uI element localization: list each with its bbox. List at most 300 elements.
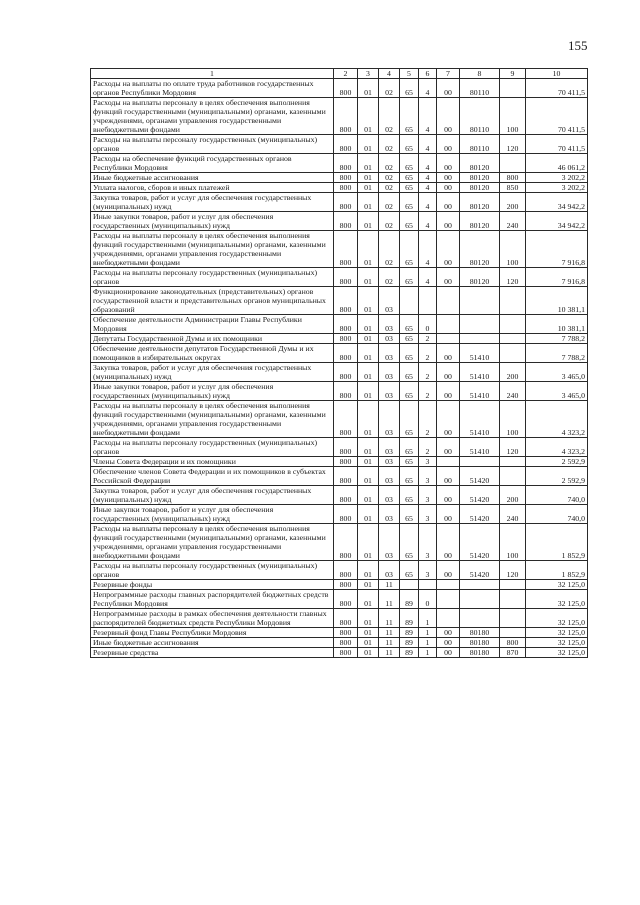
ministry-code-cell: 800 xyxy=(334,363,358,382)
target-code-cell xyxy=(460,609,500,628)
direction-code-cell: 00 xyxy=(437,135,460,154)
ministry-code-cell: 800 xyxy=(334,382,358,401)
amount-cell: 32 125,0 xyxy=(526,590,588,609)
ministry-code-cell: 800 xyxy=(334,268,358,287)
target-code-cell: 80110 xyxy=(460,79,500,98)
expense-name-cell: Расходы на выплаты персоналу государственных (муниципальных) органов xyxy=(91,438,334,457)
target-code-cell: 51420 xyxy=(460,486,500,505)
amount-cell: 10 381,1 xyxy=(526,287,588,315)
program-code-cell: 65 xyxy=(400,363,419,382)
program-code-cell: 65 xyxy=(400,193,419,212)
program-code-cell: 65 xyxy=(400,212,419,231)
ministry-code-cell: 800 xyxy=(334,154,358,173)
direction-code-cell: 00 xyxy=(437,486,460,505)
subprogram-code-cell: 2 xyxy=(419,438,437,457)
program-code-cell: 65 xyxy=(400,401,419,438)
table-row xyxy=(91,467,588,486)
direction-code-cell: 00 xyxy=(437,268,460,287)
subprogram-code-cell xyxy=(419,580,437,590)
subsection-code-cell: 11 xyxy=(379,648,400,658)
program-code-cell: 65 xyxy=(400,505,419,524)
section-code-cell: 01 xyxy=(358,524,379,561)
expense-type-cell: 120 xyxy=(500,561,526,580)
section-code-cell: 01 xyxy=(358,467,379,486)
expense-name-cell: Иные закупки товаров, работ и услуг для обеспечения государственных (муниципальных) нужд xyxy=(91,212,334,231)
amount-cell: 34 942,2 xyxy=(526,193,588,212)
program-code-cell: 65 xyxy=(400,183,419,193)
subsection-code-cell: 02 xyxy=(379,193,400,212)
expense-type-cell: 120 xyxy=(500,268,526,287)
amount-cell: 3 202,2 xyxy=(526,183,588,193)
expense-type-cell: 800 xyxy=(500,173,526,183)
amount-cell: 740,0 xyxy=(526,486,588,505)
expense-type-cell xyxy=(500,154,526,173)
amount-cell: 32 125,0 xyxy=(526,648,588,658)
expense-type-cell xyxy=(500,590,526,609)
ministry-code-cell: 800 xyxy=(334,467,358,486)
subprogram-code-cell: 3 xyxy=(419,524,437,561)
direction-code-cell: 00 xyxy=(437,648,460,658)
ministry-code-cell: 800 xyxy=(334,505,358,524)
direction-code-cell xyxy=(437,609,460,628)
expense-type-cell: 100 xyxy=(500,524,526,561)
expense-type-cell xyxy=(500,457,526,467)
subprogram-code-cell: 4 xyxy=(419,154,437,173)
section-code-cell: 01 xyxy=(358,561,379,580)
subsection-code-cell: 03 xyxy=(379,334,400,344)
amount-cell: 2 592,9 xyxy=(526,457,588,467)
expense-name-cell: Закупка товаров, работ и услуг для обеспечения государственных (муниципальных) нужд xyxy=(91,486,334,505)
table-body xyxy=(91,79,588,658)
section-code-cell: 01 xyxy=(358,154,379,173)
table-row xyxy=(91,344,588,363)
program-code-cell xyxy=(400,287,419,315)
subprogram-code-cell: 4 xyxy=(419,79,437,98)
section-code-cell: 01 xyxy=(358,212,379,231)
subprogram-code-cell: 2 xyxy=(419,382,437,401)
target-code-cell: 80120 xyxy=(460,231,500,268)
target-code-cell: 80110 xyxy=(460,135,500,154)
section-code-cell: 01 xyxy=(358,344,379,363)
amount-cell: 34 942,2 xyxy=(526,212,588,231)
expense-type-cell xyxy=(500,628,526,638)
expense-name-cell: Члены Совета Федерации и их помощники xyxy=(91,457,334,467)
direction-code-cell: 00 xyxy=(437,231,460,268)
ministry-code-cell: 800 xyxy=(334,135,358,154)
target-code-cell: 80180 xyxy=(460,638,500,648)
target-code-cell: 80120 xyxy=(460,193,500,212)
direction-code-cell: 00 xyxy=(437,382,460,401)
table-row xyxy=(91,334,588,344)
target-code-cell: 51420 xyxy=(460,561,500,580)
program-code-cell: 65 xyxy=(400,135,419,154)
direction-code-cell: 00 xyxy=(437,401,460,438)
target-code-cell: 80120 xyxy=(460,154,500,173)
program-code-cell: 65 xyxy=(400,231,419,268)
table-row xyxy=(91,580,588,590)
direction-code-cell xyxy=(437,315,460,334)
program-code-cell: 65 xyxy=(400,382,419,401)
subprogram-code-cell: 4 xyxy=(419,212,437,231)
direction-code-cell xyxy=(437,580,460,590)
amount-cell: 1 852,9 xyxy=(526,561,588,580)
subprogram-code-cell: 2 xyxy=(419,363,437,382)
subsection-code-cell: 03 xyxy=(379,344,400,363)
subprogram-code-cell: 4 xyxy=(419,173,437,183)
amount-cell: 32 125,0 xyxy=(526,609,588,628)
column-header: 2 xyxy=(334,69,358,79)
amount-cell: 70 411,5 xyxy=(526,135,588,154)
expense-type-cell: 120 xyxy=(500,135,526,154)
direction-code-cell: 00 xyxy=(437,344,460,363)
direction-code-cell: 00 xyxy=(437,524,460,561)
subsection-code-cell: 11 xyxy=(379,638,400,648)
direction-code-cell: 00 xyxy=(437,183,460,193)
subsection-code-cell: 02 xyxy=(379,183,400,193)
expense-type-cell: 240 xyxy=(500,382,526,401)
section-code-cell: 01 xyxy=(358,609,379,628)
table-row xyxy=(91,193,588,212)
subsection-code-cell: 02 xyxy=(379,268,400,287)
section-code-cell: 01 xyxy=(358,638,379,648)
ministry-code-cell: 800 xyxy=(334,648,358,658)
target-code-cell: 51410 xyxy=(460,438,500,457)
target-code-cell: 51410 xyxy=(460,363,500,382)
expense-type-cell: 100 xyxy=(500,231,526,268)
ministry-code-cell: 800 xyxy=(334,79,358,98)
expense-type-cell: 800 xyxy=(500,638,526,648)
ministry-code-cell: 800 xyxy=(334,486,358,505)
direction-code-cell: 00 xyxy=(437,79,460,98)
expense-name-cell: Функционирование законодательных (представительных) органов государственной власти и представительных органов муниципальных образований xyxy=(91,287,334,315)
ministry-code-cell: 800 xyxy=(334,231,358,268)
section-code-cell: 01 xyxy=(358,401,379,438)
table-row xyxy=(91,628,588,638)
expense-name-cell: Иные закупки товаров, работ и услуг для обеспечения государственных (муниципальных) нужд xyxy=(91,505,334,524)
ministry-code-cell: 800 xyxy=(334,344,358,363)
subsection-code-cell: 02 xyxy=(379,173,400,183)
program-code-cell: 65 xyxy=(400,268,419,287)
amount-cell: 1 852,9 xyxy=(526,524,588,561)
expense-name-cell: Закупка товаров, работ и услуг для обеспечения государственных (муниципальных) нужд xyxy=(91,193,334,212)
program-code-cell: 89 xyxy=(400,648,419,658)
table-row xyxy=(91,287,588,315)
program-code-cell xyxy=(400,580,419,590)
expense-name-cell: Иные бюджетные ассигнования xyxy=(91,638,334,648)
ministry-code-cell: 800 xyxy=(334,457,358,467)
subprogram-code-cell: 1 xyxy=(419,648,437,658)
section-code-cell: 01 xyxy=(358,628,379,638)
subprogram-code-cell: 4 xyxy=(419,231,437,268)
expense-name-cell: Расходы на выплаты по оплате труда работников государственных органов Республики Мордовия xyxy=(91,79,334,98)
section-code-cell: 01 xyxy=(358,580,379,590)
target-code-cell: 80180 xyxy=(460,628,500,638)
section-code-cell: 01 xyxy=(358,457,379,467)
table-row xyxy=(91,268,588,287)
expense-name-cell: Резервные средства xyxy=(91,648,334,658)
program-code-cell: 65 xyxy=(400,344,419,363)
expense-type-cell: 120 xyxy=(500,438,526,457)
subprogram-code-cell: 3 xyxy=(419,457,437,467)
subprogram-code-cell: 1 xyxy=(419,628,437,638)
amount-cell: 7 788,2 xyxy=(526,334,588,344)
expense-type-cell: 200 xyxy=(500,363,526,382)
amount-cell: 7 788,2 xyxy=(526,344,588,363)
section-code-cell: 01 xyxy=(358,505,379,524)
expense-name-cell: Расходы на выплаты персоналу в целях обеспечения выполнения функций государственными (муниципальными) органами, казенными учреждениями, органами управления государственными внебюджетными фондами xyxy=(91,98,334,135)
direction-code-cell: 00 xyxy=(437,628,460,638)
expense-type-cell: 870 xyxy=(500,648,526,658)
table-row xyxy=(91,438,588,457)
column-header: 5 xyxy=(400,69,419,79)
subsection-code-cell: 03 xyxy=(379,401,400,438)
ministry-code-cell: 800 xyxy=(334,401,358,438)
amount-cell: 10 381,1 xyxy=(526,315,588,334)
amount-cell: 32 125,0 xyxy=(526,628,588,638)
expense-type-cell: 240 xyxy=(500,505,526,524)
expense-name-cell: Расходы на выплаты персоналу государственных (муниципальных) органов xyxy=(91,135,334,154)
ministry-code-cell: 800 xyxy=(334,580,358,590)
expense-name-cell: Обеспечение деятельности Администрации Главы Республики Мордовия xyxy=(91,315,334,334)
direction-code-cell: 00 xyxy=(437,561,460,580)
column-header: 6 xyxy=(419,69,437,79)
table-row xyxy=(91,590,588,609)
expense-type-cell: 200 xyxy=(500,486,526,505)
expense-name-cell: Иные закупки товаров, работ и услуг для обеспечения государственных (муниципальных) нужд xyxy=(91,382,334,401)
subsection-code-cell: 02 xyxy=(379,154,400,173)
table-row xyxy=(91,486,588,505)
table-row xyxy=(91,212,588,231)
subprogram-code-cell: 4 xyxy=(419,135,437,154)
direction-code-cell: 00 xyxy=(437,173,460,183)
page-number: 155 xyxy=(568,38,588,53)
amount-cell: 32 125,0 xyxy=(526,638,588,648)
direction-code-cell: 00 xyxy=(437,438,460,457)
column-header: 3 xyxy=(358,69,379,79)
subsection-code-cell: 11 xyxy=(379,590,400,609)
target-code-cell: 51410 xyxy=(460,344,500,363)
target-code-cell xyxy=(460,590,500,609)
subsection-code-cell: 03 xyxy=(379,382,400,401)
ministry-code-cell: 800 xyxy=(334,438,358,457)
expense-name-cell: Расходы на выплаты персоналу в целях обеспечения выполнения функций государственными (муниципальными) органами, казенными учреждениями, органами управления государственными внебюджетными фондами xyxy=(91,401,334,438)
target-code-cell: 80120 xyxy=(460,183,500,193)
subsection-code-cell: 11 xyxy=(379,609,400,628)
subprogram-code-cell: 4 xyxy=(419,98,437,135)
expense-name-cell: Обеспечение членов Совета Федерации и их помощников в субъектах Российской Федерации xyxy=(91,467,334,486)
table-row xyxy=(91,505,588,524)
expense-name-cell: Расходы на выплаты персоналу государственных (муниципальных) органов xyxy=(91,268,334,287)
subsection-code-cell: 11 xyxy=(379,628,400,638)
expense-type-cell xyxy=(500,334,526,344)
expense-type-cell xyxy=(500,79,526,98)
amount-cell: 70 411,5 xyxy=(526,79,588,98)
target-code-cell: 80120 xyxy=(460,268,500,287)
program-code-cell: 89 xyxy=(400,590,419,609)
subsection-code-cell: 02 xyxy=(379,98,400,135)
subsection-code-cell: 03 xyxy=(379,505,400,524)
target-code-cell xyxy=(460,580,500,590)
direction-code-cell: 00 xyxy=(437,505,460,524)
target-code-cell xyxy=(460,287,500,315)
subsection-code-cell: 03 xyxy=(379,287,400,315)
ministry-code-cell: 800 xyxy=(334,638,358,648)
section-code-cell: 01 xyxy=(358,486,379,505)
program-code-cell: 89 xyxy=(400,609,419,628)
expense-name-cell: Депутаты Государственной Думы и их помощники xyxy=(91,334,334,344)
subprogram-code-cell: 4 xyxy=(419,193,437,212)
table-row xyxy=(91,457,588,467)
column-header: 7 xyxy=(437,69,460,79)
subsection-code-cell: 03 xyxy=(379,457,400,467)
table-row xyxy=(91,524,588,561)
expense-type-cell: 850 xyxy=(500,183,526,193)
expense-name-cell: Обеспечение деятельности депутатов Государственной Думы и их помощников в избирательных округах xyxy=(91,344,334,363)
subprogram-code-cell xyxy=(419,287,437,315)
ministry-code-cell: 800 xyxy=(334,609,358,628)
expense-type-cell xyxy=(500,315,526,334)
expense-name-cell: Расходы на обеспечение функций государственных органов Республики Мордовия xyxy=(91,154,334,173)
subsection-code-cell: 03 xyxy=(379,524,400,561)
expense-type-cell xyxy=(500,467,526,486)
ministry-code-cell: 800 xyxy=(334,287,358,315)
subsection-code-cell: 03 xyxy=(379,561,400,580)
direction-code-cell: 00 xyxy=(437,98,460,135)
program-code-cell: 65 xyxy=(400,438,419,457)
amount-cell: 4 323,2 xyxy=(526,438,588,457)
amount-cell: 740,0 xyxy=(526,505,588,524)
direction-code-cell: 00 xyxy=(437,638,460,648)
subsection-code-cell: 03 xyxy=(379,315,400,334)
target-code-cell: 80120 xyxy=(460,173,500,183)
table-header-row xyxy=(91,69,588,79)
program-code-cell: 65 xyxy=(400,467,419,486)
subsection-code-cell: 03 xyxy=(379,363,400,382)
direction-code-cell: 00 xyxy=(437,467,460,486)
amount-cell: 7 916,8 xyxy=(526,268,588,287)
table-row xyxy=(91,363,588,382)
expense-name-cell: Резервные фонды xyxy=(91,580,334,590)
table-row xyxy=(91,98,588,135)
subsection-code-cell: 02 xyxy=(379,135,400,154)
expense-name-cell: Иные бюджетные ассигнования xyxy=(91,173,334,183)
expense-type-cell: 100 xyxy=(500,401,526,438)
expense-name-cell: Расходы на выплаты персоналу в целях обеспечения выполнения функций государственными (муниципальными) органами, казенными учреждениями, органами управления государственными внебюджетными фондами xyxy=(91,231,334,268)
section-code-cell: 01 xyxy=(358,231,379,268)
expense-type-cell: 240 xyxy=(500,212,526,231)
column-header: 1 xyxy=(91,69,334,79)
program-code-cell: 65 xyxy=(400,561,419,580)
amount-cell: 46 061,2 xyxy=(526,154,588,173)
table-row xyxy=(91,315,588,334)
program-code-cell: 65 xyxy=(400,457,419,467)
direction-code-cell: 00 xyxy=(437,154,460,173)
program-code-cell: 65 xyxy=(400,334,419,344)
target-code-cell xyxy=(460,315,500,334)
amount-cell: 32 125,0 xyxy=(526,580,588,590)
column-header: 9 xyxy=(500,69,526,79)
section-code-cell: 01 xyxy=(358,268,379,287)
subsection-code-cell: 03 xyxy=(379,467,400,486)
direction-code-cell xyxy=(437,457,460,467)
table-row xyxy=(91,135,588,154)
amount-cell: 3 202,2 xyxy=(526,173,588,183)
subsection-code-cell: 03 xyxy=(379,486,400,505)
expense-type-cell xyxy=(500,609,526,628)
expense-type-cell xyxy=(500,344,526,363)
subprogram-code-cell: 4 xyxy=(419,183,437,193)
section-code-cell: 01 xyxy=(358,287,379,315)
subprogram-code-cell: 3 xyxy=(419,561,437,580)
program-code-cell: 65 xyxy=(400,524,419,561)
section-code-cell: 01 xyxy=(358,183,379,193)
table-row xyxy=(91,638,588,648)
subprogram-code-cell: 4 xyxy=(419,268,437,287)
table-row xyxy=(91,154,588,173)
subprogram-code-cell: 0 xyxy=(419,590,437,609)
direction-code-cell xyxy=(437,334,460,344)
ministry-code-cell: 800 xyxy=(334,590,358,609)
target-code-cell: 80110 xyxy=(460,98,500,135)
program-code-cell: 65 xyxy=(400,154,419,173)
section-code-cell: 01 xyxy=(358,79,379,98)
ministry-code-cell: 800 xyxy=(334,561,358,580)
subsection-code-cell: 03 xyxy=(379,438,400,457)
subprogram-code-cell: 3 xyxy=(419,486,437,505)
target-code-cell xyxy=(460,457,500,467)
column-header: 4 xyxy=(379,69,400,79)
section-code-cell: 01 xyxy=(358,438,379,457)
table-row xyxy=(91,173,588,183)
amount-cell: 2 592,9 xyxy=(526,467,588,486)
expense-name-cell: Непрограммные расходы главных распорядителей бюджетных средств Республики Мордовия xyxy=(91,590,334,609)
program-code-cell: 89 xyxy=(400,638,419,648)
target-code-cell xyxy=(460,334,500,344)
section-code-cell: 01 xyxy=(358,363,379,382)
subprogram-code-cell: 3 xyxy=(419,467,437,486)
direction-code-cell xyxy=(437,287,460,315)
expense-name-cell: Резервный фонд Главы Республики Мордовия xyxy=(91,628,334,638)
table-row xyxy=(91,609,588,628)
expense-type-cell xyxy=(500,580,526,590)
target-code-cell: 51410 xyxy=(460,401,500,438)
program-code-cell: 65 xyxy=(400,79,419,98)
target-code-cell: 51420 xyxy=(460,505,500,524)
table-row xyxy=(91,183,588,193)
program-code-cell: 65 xyxy=(400,173,419,183)
section-code-cell: 01 xyxy=(358,98,379,135)
subprogram-code-cell: 2 xyxy=(419,334,437,344)
section-code-cell: 01 xyxy=(358,334,379,344)
subprogram-code-cell: 1 xyxy=(419,638,437,648)
ministry-code-cell: 800 xyxy=(334,315,358,334)
subprogram-code-cell: 3 xyxy=(419,505,437,524)
expense-type-cell xyxy=(500,287,526,315)
column-header: 10 xyxy=(526,69,588,79)
ministry-code-cell: 800 xyxy=(334,193,358,212)
table-row xyxy=(91,561,588,580)
target-code-cell: 51420 xyxy=(460,467,500,486)
ministry-code-cell: 800 xyxy=(334,334,358,344)
subsection-code-cell: 11 xyxy=(379,580,400,590)
ministry-code-cell: 800 xyxy=(334,628,358,638)
target-code-cell: 51420 xyxy=(460,524,500,561)
section-code-cell: 01 xyxy=(358,135,379,154)
subsection-code-cell: 02 xyxy=(379,212,400,231)
amount-cell: 4 323,2 xyxy=(526,401,588,438)
section-code-cell: 01 xyxy=(358,590,379,609)
section-code-cell: 01 xyxy=(358,315,379,334)
